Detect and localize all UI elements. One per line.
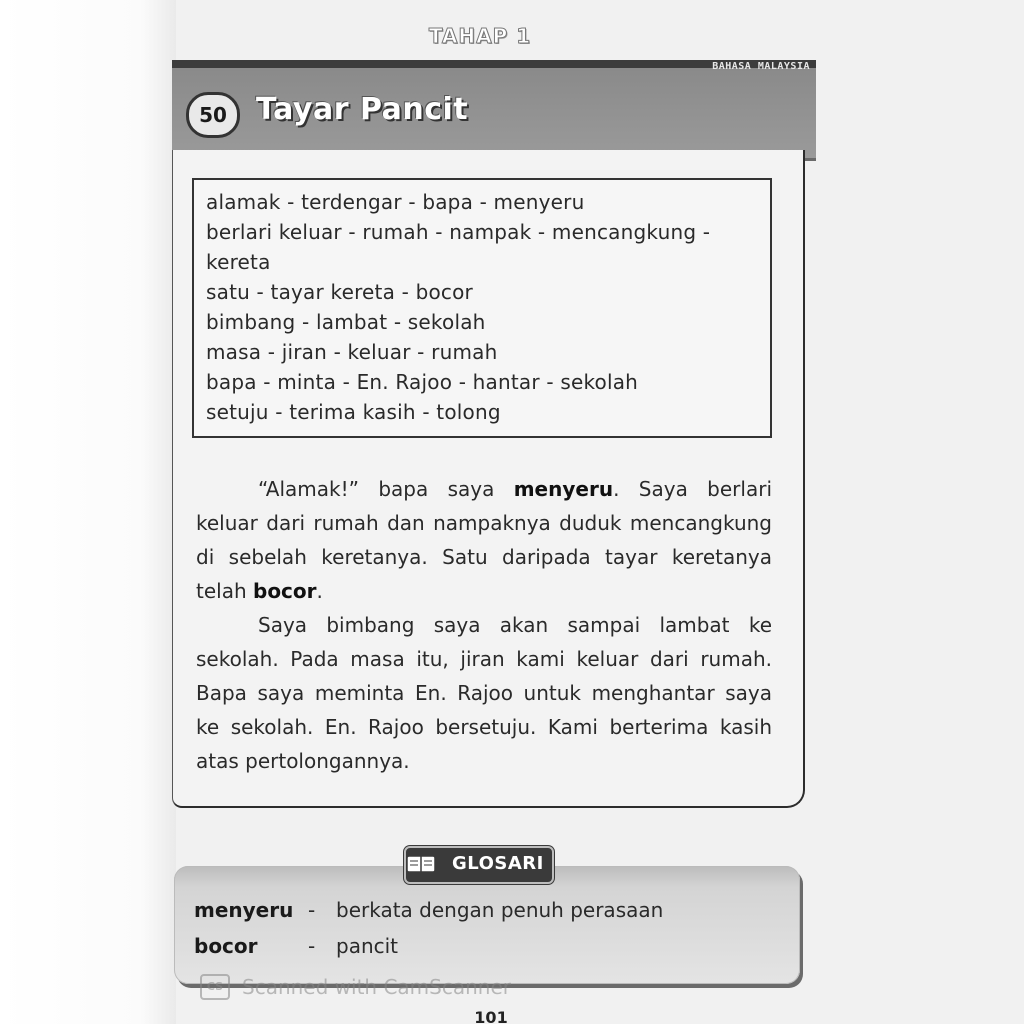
- glossary-entry: [194, 898, 293, 922]
- word-line: masa - jiran - keluar - rumah: [206, 340, 498, 364]
- page-number: 101: [474, 1008, 508, 1027]
- story-text-segment: .: [316, 579, 323, 603]
- book-icon: [406, 854, 436, 874]
- glossary-meaning: pancit: [336, 934, 399, 958]
- word-line: kereta: [206, 250, 271, 274]
- lesson-title: Tayar Pancit: [256, 92, 469, 127]
- scanner-watermark: [200, 974, 511, 1000]
- word-line: bimbang - lambat - sekolah: [206, 310, 486, 334]
- story-paragraph-2: Saya bimbang saya akan sampai lambat ke sekolah. Pada masa itu, jiran kami keluar dari rumah. Bapa saya meminta En. Rajoo untuk menghantar saya ke sekolah. En. Rajoo bersetuju. Kami berterima kasih atas pertolongannya.: [196, 613, 772, 773]
- highlighted-word: bocor: [253, 579, 317, 603]
- page-gutter: [0, 0, 176, 1024]
- word-line: alamak - terdengar - bapa - menyeru: [206, 190, 585, 214]
- word-line: setuju - terima kasih - tolong: [206, 400, 501, 424]
- lesson-number-badge: 50: [186, 92, 240, 138]
- level-label: TAHAP 1: [428, 24, 532, 48]
- glossary-meaning: berkata dengan penuh perasaan: [336, 898, 664, 922]
- word-line: bapa - minta - En. Rajoo - hantar - sekolah: [206, 370, 639, 394]
- subject-tag: BAHASA MALAYSIA: [712, 61, 810, 72]
- glossary-tag: [404, 846, 554, 884]
- glossary-dash: -: [308, 898, 316, 922]
- glossary-entry: [194, 934, 258, 958]
- glossary-term: bocor: [194, 934, 258, 958]
- glossary-label: GLOSARI: [452, 853, 544, 874]
- word-line: satu - tayar kereta - bocor: [206, 280, 473, 304]
- story-paragraph-1: [196, 472, 772, 608]
- word-line: berlari keluar - rumah - nampak - mencangkung -: [206, 220, 711, 244]
- watermark-text: Scanned with CamScanner: [242, 975, 511, 999]
- story-text-segment: “Alamak!” bapa saya: [258, 477, 514, 501]
- highlighted-word: menyeru: [513, 477, 614, 501]
- word-clue-box: [192, 178, 772, 438]
- glossary-dash: -: [308, 934, 316, 958]
- camscanner-logo-icon: CS: [200, 974, 230, 1000]
- story-text: [196, 472, 772, 778]
- story-text-segment: . Saya berlari keluar dari rumah dan nampaknya duduk mencangkung di sebelah keretanya. Satu daripada tayar keretanya telah: [196, 477, 773, 603]
- glossary-term: menyeru: [194, 898, 294, 922]
